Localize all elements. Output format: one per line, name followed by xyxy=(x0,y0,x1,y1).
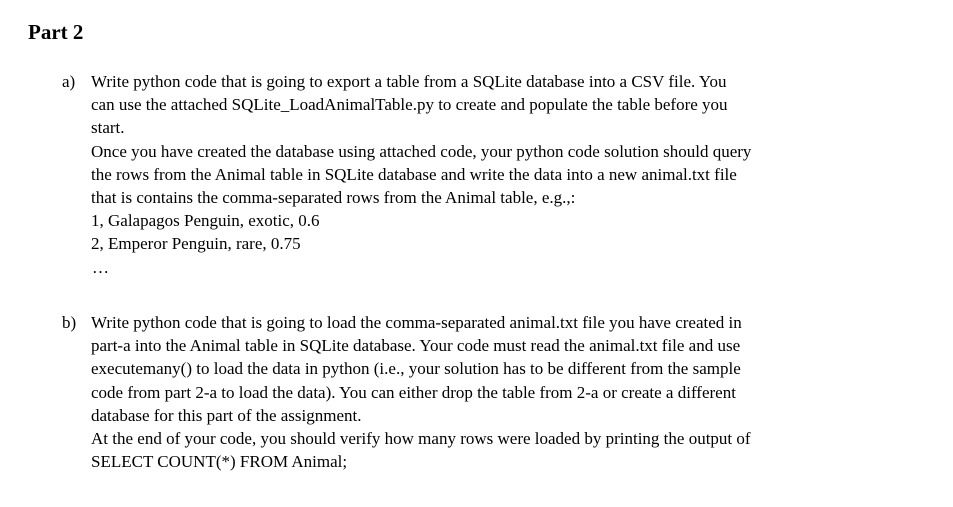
question-b-line: Write python code that is going to load the comma-separated animal.txt file you have created in xyxy=(91,313,742,332)
question-b-line: executemany() to load the data in python (i.e., your solution has to be different from the sample xyxy=(91,359,741,379)
question-a-marker: a) xyxy=(62,72,76,91)
question-b-line: At the end of your code, you should verify how many rows were loaded by printing the output of xyxy=(91,429,751,449)
question-a-line: that is contains the comma-separated rows from the Animal table, e.g.,: xyxy=(91,188,576,208)
question-b-marker: b) xyxy=(62,313,77,332)
part-heading: Part 2 xyxy=(28,20,84,44)
question-a-line: can use the attached SQLite_LoadAnimalTable.py to create and populate the table before you xyxy=(91,95,728,115)
question-a-text xyxy=(91,70,932,279)
question-b-text xyxy=(91,311,932,473)
question-a-line: the rows from the Animal table in SQLite database and write the data into a new animal.txt file xyxy=(91,164,737,184)
question-b-line: database for this part of the assignment. xyxy=(91,405,362,425)
question-b-line: part-a into the Animal table in SQLite database. Your code must read the animal.txt file and use xyxy=(91,336,741,356)
sample-ellipsis: … xyxy=(92,257,110,277)
question-a-line: Once you have created the database using attached code, your python code solution should query xyxy=(91,141,752,161)
sample-row: 1, Galapagos Penguin, exotic, 0.6 xyxy=(91,211,320,231)
sample-row: 2, Emperor Penguin, rare, 0.75 xyxy=(91,234,301,254)
question-a-line: start. xyxy=(91,118,125,138)
sql-query-line: SELECT COUNT(*) FROM Animal; xyxy=(91,452,348,472)
question-b-line: code from part 2-a to load the data). You can either drop the table from 2-a or create a different xyxy=(91,382,736,402)
question-a-line: Write python code that is going to export a table from a SQLite database into a CSV file. You xyxy=(91,72,727,91)
